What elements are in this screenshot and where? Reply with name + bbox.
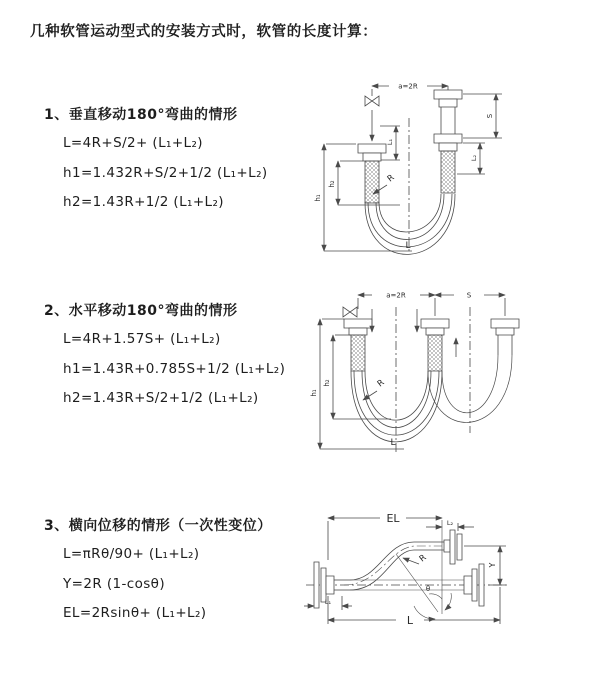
- dim-label-h2: h₂: [323, 379, 331, 387]
- right-hose-braid: [441, 151, 455, 193]
- radius-leader: [363, 391, 377, 400]
- formula-el: EL=2Rsinθ+ (L₁+L₂): [63, 605, 207, 621]
- diagram-lateral-displacement: [298, 498, 560, 653]
- hose-displaced-position: [344, 542, 444, 590]
- dim-label-y: Y: [488, 562, 497, 568]
- dim-label-a2r: a=2R: [398, 82, 418, 91]
- left-hose-braid: [351, 335, 365, 371]
- dimension-s: [463, 94, 502, 138]
- theta-swing-left: [414, 606, 435, 619]
- dim-label-s: S: [466, 291, 472, 300]
- dim-label-a2r: a=2R: [386, 291, 406, 300]
- length-label: L: [390, 438, 396, 448]
- angle-diagonal: [396, 554, 438, 612]
- theta-arc: [429, 594, 442, 599]
- formula-h1: h1=1.432R+S/2+1/2 (L₁+L₂): [63, 164, 268, 181]
- dim-label-l2: L₂: [446, 519, 454, 527]
- dim-label-l1: L₁: [386, 138, 394, 146]
- dimension-el: [328, 518, 442, 560]
- radius-label: R: [417, 552, 429, 565]
- dim-label-l1: L₁: [324, 598, 332, 606]
- diagram-vertical-180-bend: [310, 70, 530, 255]
- formula-h1: h1=1.43R+0.785S+1/2 (L₁+L₂): [63, 360, 286, 377]
- dim-label-el: EL: [386, 512, 400, 525]
- formula-h2: h2=1.43R+1/2 (L₁+L₂): [63, 194, 224, 210]
- right-flange-lower: [434, 134, 462, 151]
- valve-icon: [365, 96, 379, 106]
- middle-hose-braid: [428, 335, 442, 371]
- dim-label-s: S: [486, 113, 494, 119]
- formula-y: Y=2R (1-cosθ): [63, 575, 165, 592]
- right-flange-lower: [464, 564, 484, 606]
- formula-h2: h2=1.43R+S/2+1/2 (L₁+L₂): [63, 390, 259, 406]
- section-1-heading: 1、垂直移动180°弯曲的情形: [44, 107, 238, 123]
- radius-label: R: [385, 172, 397, 185]
- dim-label-l2: L₂: [470, 154, 478, 162]
- section-vertical-movement: [44, 104, 268, 218]
- valve-icon: [343, 307, 357, 317]
- dim-label-l: L: [406, 614, 414, 627]
- radius-leader: [403, 558, 419, 564]
- right-flange-upper: [444, 530, 462, 564]
- diagram-horizontal-180-bend: [306, 283, 544, 461]
- formula-length: L=4R+S/2+ (L₁+L₂): [63, 135, 203, 151]
- section-lateral-displacement: [44, 515, 272, 629]
- length-label: L: [405, 241, 411, 251]
- middle-flange: [421, 319, 449, 335]
- section-2-heading: 2、水平移动180°弯曲的情形: [44, 303, 238, 319]
- right-flange-upper: [434, 90, 462, 107]
- left-hose-braid: [365, 161, 379, 203]
- formula-length: L=πRθ/90+ (L₁+L₂): [63, 546, 200, 562]
- formula-length: L=4R+1.57S+ (L₁+L₂): [63, 331, 221, 347]
- section-3-heading: 3、横向位移的情形（一次性变位）: [44, 518, 272, 534]
- left-flange: [344, 319, 372, 335]
- right-flange: [491, 319, 519, 335]
- dim-label-h1: h₁: [314, 194, 322, 202]
- radius-label: R: [375, 377, 387, 390]
- theta-swing-right: [445, 593, 451, 610]
- theta-label: θ: [425, 585, 431, 593]
- page-title: 几种软管运动型式的安装方式时，软管的长度计算：: [30, 24, 378, 40]
- dim-label-h2: h₂: [328, 180, 336, 188]
- section-horizontal-movement: [44, 300, 285, 414]
- dim-label-h1: h₁: [310, 389, 318, 397]
- left-flange: [358, 144, 386, 161]
